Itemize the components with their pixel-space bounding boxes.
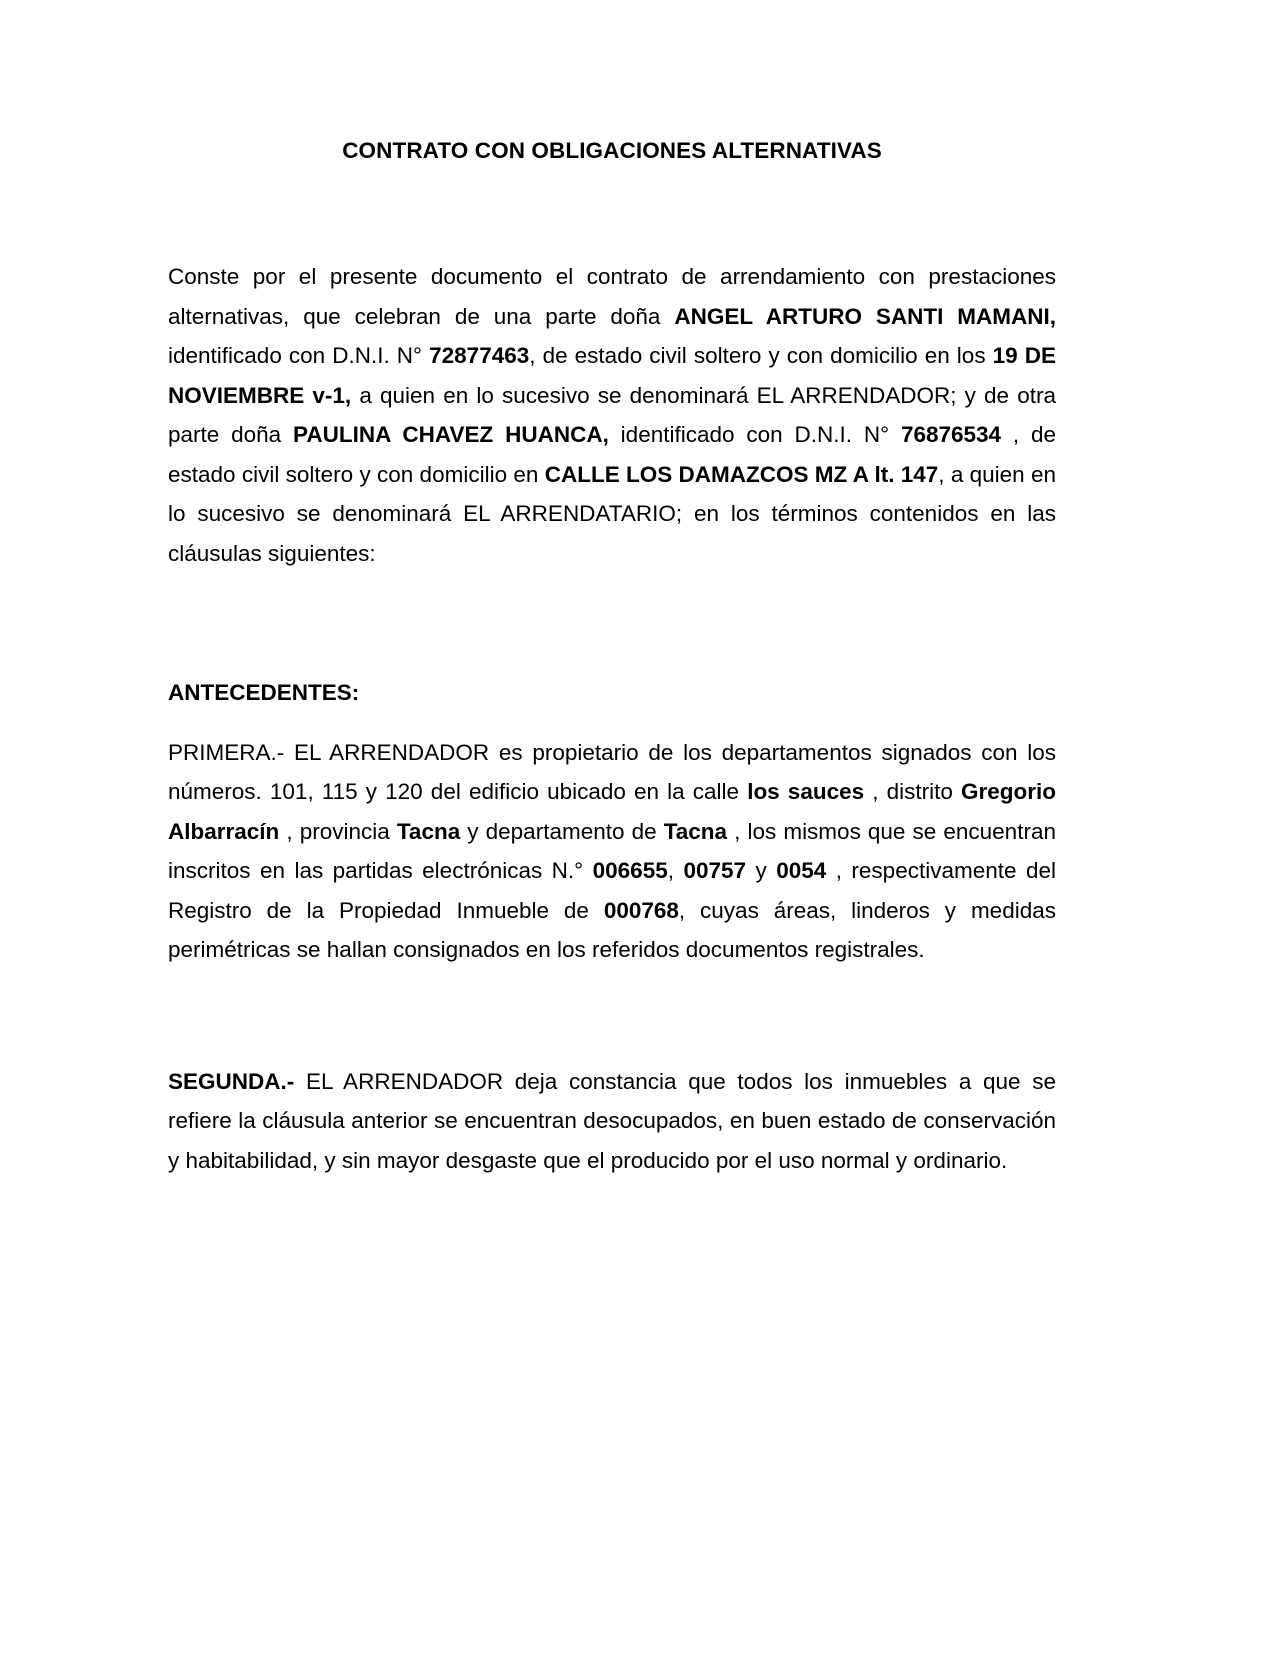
intro-text-2: identificado con D.N.I. N°	[168, 343, 430, 369]
primera-text-3: , provincia	[279, 818, 397, 844]
intro-text-3: , de estado civil soltero y con domicilio en los	[529, 343, 993, 369]
lessee-address: CALLE LOS DAMAZCOS MZ A lt. 147	[544, 461, 939, 487]
primera-text-9: , cuyas áreas, linderos y medidas perimétricas se hallan consignados en los referidos documentos registrales.	[168, 897, 1056, 963]
lessor-name: ANGEL ARTURO SANTI MAMANI,	[674, 303, 1056, 329]
lessee-name: PAULINA CHAVEZ HUANCA,	[293, 422, 609, 448]
primera-text-8: , respectivamente del Registro de la Propiedad Inmueble de	[168, 858, 1056, 923]
registry-number-1: 006655	[592, 858, 668, 884]
intro-text-5: identificado con D.N.I. N°	[608, 422, 901, 448]
registry-number-2: 00757	[683, 858, 747, 884]
clause-primera	[168, 733, 1056, 970]
registry-office-number: 000768	[603, 897, 679, 923]
antecedentes-spacer	[168, 713, 1056, 733]
property-department: Tacna	[663, 818, 728, 844]
document-body	[168, 0, 1056, 1180]
intro-spacer	[168, 573, 1056, 673]
primera-text-2: , distrito	[864, 779, 961, 805]
property-province: Tacna	[396, 818, 461, 844]
property-street: los sauces	[747, 779, 865, 805]
intro-text-6: , de estado civil soltero y con domicilio en	[168, 422, 1057, 487]
primera-text-5: , los mismos que se encuentran inscritos en las partidas electrónicas N.°	[168, 818, 1056, 884]
primera-text-7: y	[746, 858, 777, 884]
property-district: Gregorio Albarracín	[168, 779, 1056, 844]
lessor-dni: 72877463	[429, 343, 530, 369]
primera-text-4: y departamento de	[460, 818, 664, 844]
primera-spacer	[168, 970, 1056, 1062]
clause-segunda	[168, 1062, 1056, 1181]
primera-text-1: PRIMERA.- EL ARRENDADOR es propietario de los departamentos signados con los números. 101, 115 y 120 del edificio ubicado en la calle	[168, 739, 1056, 805]
lessee-dni: 76876534	[900, 422, 1002, 448]
intro-text-1: Conste por el presente documento el contrato de arrendamiento con prestaciones alternativas, que celebran de una parte doña	[168, 264, 1056, 329]
page-title: CONTRATO CON OBLIGACIONES ALTERNATIVAS	[342, 138, 882, 163]
segunda-body: EL ARRENDADOR deja constancia que todos los inmuebles a que se refiere la cláusula anterior se encuentran desocupados, en buen estado de conservación y habitabilidad, y sin mayor desgaste que el producido por el uso normal y ordinario.	[168, 1068, 1056, 1173]
title-spacer	[168, 165, 1056, 257]
intro-paragraph	[168, 257, 1056, 573]
primera-text-6: ,	[667, 858, 684, 884]
registry-number-3: 0054	[776, 858, 827, 884]
intro-text-7: , a quien en lo sucesivo se denominará EL ARRENDATARIO; en los términos contenidos en las cláusulas siguientes:	[168, 461, 1056, 566]
section-heading-antecedentes: ANTECEDENTES:	[168, 680, 360, 706]
lessor-address: 19 DE NOVIEMBRE v-1,	[168, 343, 1056, 408]
intro-text-4: a quien en lo sucesivo se denominará EL ARRENDADOR; y de otra parte doña	[168, 382, 1056, 448]
segunda-label: SEGUNDA.-	[168, 1068, 295, 1094]
